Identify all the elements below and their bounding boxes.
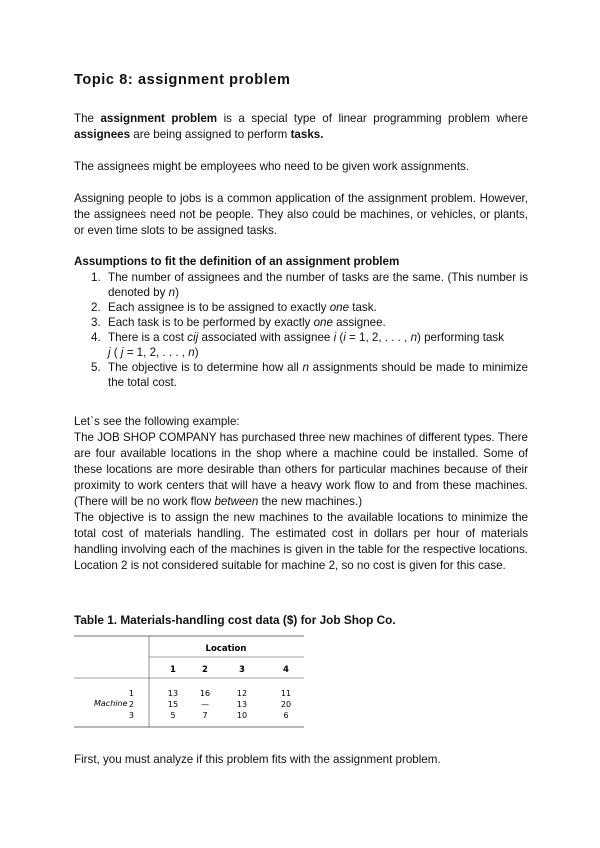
list-item: 1. The number of assignees and the number of tasks are the same. (This number is denoted by n) xyxy=(91,271,528,299)
machine-number: 1 xyxy=(128,689,134,698)
assignees-paragraph: The assignees might be employees who need to be given work assignments. xyxy=(74,160,470,173)
table-cell: 11 xyxy=(280,689,292,698)
table-cell: 15 xyxy=(167,700,179,709)
cost-table-graphic xyxy=(74,634,304,734)
location-header: Location xyxy=(205,644,247,654)
list-item: 3. Each task is to be performed by exactly one assignee. xyxy=(91,316,386,329)
table-cell: 7 xyxy=(202,711,208,720)
table-cell: 6 xyxy=(283,711,289,720)
table-caption: Table 1. Materials-handling cost data ($) for Job Shop Co. xyxy=(74,613,396,627)
list-item: 5. The objective is to determine how all n assignments should be made to minimize the total cost. xyxy=(91,361,528,389)
table-cell: 16 xyxy=(199,689,211,698)
table-cell: 13 xyxy=(167,689,179,698)
list-item: 4. There is a cost cij associated with assignee i (i = 1, 2, . . . , n) performing task j ( j = 1, 2, . . . , n) xyxy=(91,331,505,359)
machine-number: 3 xyxy=(128,711,134,720)
machine-label: Machine xyxy=(94,699,128,708)
applications-paragraph: Assigning people to jobs is a common application of the assignment problem. However, the assignees need not be people. They also could be machines, or vehicles, or plants, or even time slots to be assigned tasks. xyxy=(74,192,528,237)
column-header: 2 xyxy=(202,665,208,675)
table-cell: 10 xyxy=(236,711,248,720)
objective-paragraph: The objective is to assign the new machines to the available locations to minimize the total cost of materials handling. The estimated cost in dollars per hour of materials handling involving each of the machines is given in the table for the respective locations. Location 2 is not considered suitable for machine 2, so no cost is given for this case. xyxy=(74,511,528,572)
column-header: 3 xyxy=(239,665,245,675)
column-header: 4 xyxy=(283,665,289,675)
example-paragraph: The JOB SHOP COMPANY has purchased three new machines of different types. There are four available locations in the shop where a machine could be installed. Some of these locations are more desirable than others for particular machines because of their proximity to work centers that will have a heavy work flow to and from these machines. (There will be no work flow between the new machines.) xyxy=(74,431,528,508)
intro-paragraph: The assignment problem is a special type of linear programming problem where assignees are being assigned to perform tasks. xyxy=(74,112,528,141)
example-lead: Let`s see the following example: xyxy=(74,415,240,428)
table-cell: 12 xyxy=(236,689,248,698)
list-item: 2. Each assignee is to be assigned to exactly one task. xyxy=(91,301,377,314)
page-title: Topic 8: assignment problem xyxy=(74,72,291,88)
column-header: 1 xyxy=(170,665,176,675)
cost-table xyxy=(74,634,304,734)
assumptions-heading: Assumptions to fit the definition of an assignment problem xyxy=(74,255,400,268)
table-cell: — xyxy=(201,700,209,709)
table-cell: 20 xyxy=(280,700,292,709)
closing-paragraph: First, you must analyze if this problem fits with the assignment problem. xyxy=(74,753,441,766)
table-cell: 13 xyxy=(236,700,248,709)
assumptions-list xyxy=(74,270,528,390)
table-cell: 5 xyxy=(170,711,176,720)
machine-number: 2 xyxy=(128,700,134,709)
